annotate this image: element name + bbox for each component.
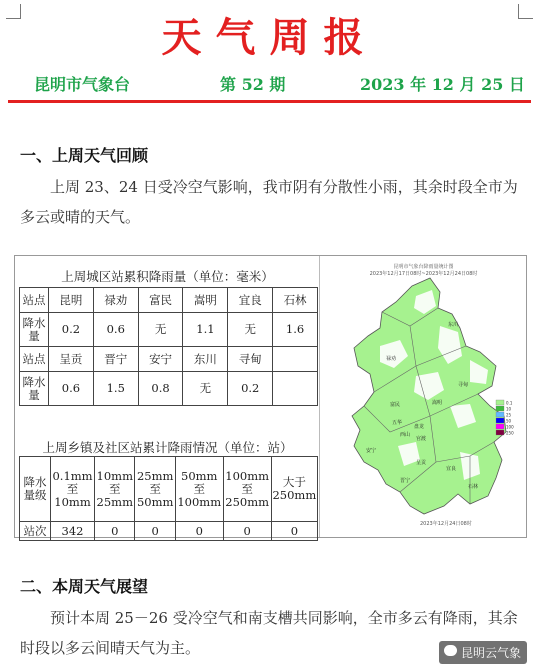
rain-value-cell: 0.8 bbox=[138, 372, 183, 406]
district-label: 富民 bbox=[390, 402, 401, 408]
district-label: 禄劝 bbox=[386, 356, 397, 362]
grade-cell: 25mm至50mm bbox=[135, 457, 175, 522]
source-watermark bbox=[439, 641, 527, 664]
rain-value-cell: 1.1 bbox=[183, 313, 228, 347]
row-label: 站点 bbox=[20, 347, 49, 372]
legend-label: 10 bbox=[506, 406, 512, 412]
rainfall-panel bbox=[14, 255, 527, 538]
legend-label: 50 bbox=[506, 418, 512, 424]
district-label: 寻甸 bbox=[458, 382, 469, 388]
section-heading-review: 一、上周天气回顾 bbox=[20, 146, 149, 165]
map-period-text: 2023年12月17日08时~2023年12月24日08时 bbox=[369, 271, 478, 277]
rain-grade-table bbox=[19, 456, 318, 541]
rain-value-cell: 无 bbox=[228, 313, 273, 347]
rain-value-cell: 0.2 bbox=[228, 372, 273, 406]
station-cell: 晋宁 bbox=[93, 347, 138, 372]
rain-value-cell: 无 bbox=[138, 313, 183, 347]
station-cell: 禄劝 bbox=[93, 288, 138, 313]
legend-label: 100 bbox=[506, 424, 514, 430]
watermark-label: 昆明云气象 bbox=[460, 646, 521, 660]
station-cell: 寻甸 bbox=[228, 347, 273, 372]
report-title: 天气周报 bbox=[161, 14, 378, 61]
section-heading-outlook: 二、本周天气展望 bbox=[20, 577, 149, 596]
grade-cell: 10mm至25mm bbox=[95, 457, 135, 522]
district-label: 西山 bbox=[400, 432, 411, 438]
issue-number: 第 52 期 bbox=[220, 75, 286, 94]
district-label: 安宁 bbox=[366, 448, 377, 454]
grade-cell: 50mm至100mm bbox=[175, 457, 223, 522]
map-footer: 2023年12月24日08时 bbox=[420, 521, 472, 527]
station-rain-table bbox=[19, 287, 318, 406]
count-cell: 342 bbox=[51, 522, 95, 541]
issuing-organization: 昆明市气象台 bbox=[34, 75, 131, 94]
review-paragraph: 上周 23、24 日受冷空气影响，我市阴有分散性小雨，其余时段全市为多云或晴的天气。 bbox=[20, 178, 518, 226]
station-cell: 昆明 bbox=[49, 288, 94, 313]
table-row bbox=[20, 522, 318, 541]
district-label: 宜良 bbox=[446, 466, 457, 472]
station-cell: 嵩明 bbox=[183, 288, 228, 313]
station-cell: 安宁 bbox=[138, 347, 183, 372]
header-divider bbox=[8, 100, 531, 103]
count-cell: 0 bbox=[175, 522, 223, 541]
issue-date: 2023 年 12 月 25 日 bbox=[360, 75, 525, 94]
grade-caption: 上周乡镇及社区站累计降雨情况（单位：站） bbox=[42, 440, 293, 455]
table-row bbox=[20, 288, 318, 313]
grade-cell: 100mm至250mm bbox=[223, 457, 271, 522]
rain-value-cell: 无 bbox=[183, 372, 228, 406]
legend-swatch bbox=[496, 400, 504, 405]
station-cell: 东川 bbox=[183, 347, 228, 372]
map-title-text: 昆明市气象台降雨量统计图 bbox=[393, 264, 454, 270]
station-cell: 呈贡 bbox=[49, 347, 94, 372]
rain-value-cell bbox=[273, 372, 318, 406]
district-label: 官渡 bbox=[416, 436, 427, 442]
row-label: 降水量级 bbox=[20, 457, 51, 522]
station-rain-caption: 上周城区站累积降雨量（单位：毫米） bbox=[61, 269, 274, 284]
district-label: 五华 bbox=[392, 420, 403, 426]
legend-label: 25 bbox=[506, 412, 512, 418]
row-label: 站点 bbox=[20, 288, 49, 313]
rain-value-cell: 0.6 bbox=[93, 313, 138, 347]
legend-swatch bbox=[496, 418, 504, 423]
legend-swatch bbox=[496, 430, 504, 435]
rain-value-cell: 1.5 bbox=[93, 372, 138, 406]
table-row bbox=[20, 313, 318, 347]
rainfall-tables bbox=[15, 256, 320, 537]
legend-swatch bbox=[496, 424, 504, 429]
table-row bbox=[20, 347, 318, 372]
legend-swatch bbox=[496, 406, 504, 411]
count-cell: 0 bbox=[223, 522, 271, 541]
table-row bbox=[20, 372, 318, 406]
legend-swatch bbox=[496, 412, 504, 417]
station-cell: 富民 bbox=[138, 288, 183, 313]
outlook-paragraph: 预计本周 25－26 受冷空气和南支槽共同影响，全市多云有降雨，其余时段以多云间晴天气为主。 bbox=[20, 609, 518, 657]
legend-label: 0.1 bbox=[506, 400, 513, 406]
district-label: 盘龙 bbox=[414, 424, 425, 430]
row-label: 降水量 bbox=[20, 372, 49, 406]
grade-cell: 大于250mm bbox=[271, 457, 317, 522]
count-cell: 0 bbox=[271, 522, 317, 541]
district-label: 东川 bbox=[448, 322, 459, 328]
rainfall-map bbox=[319, 256, 527, 537]
table-row bbox=[20, 457, 318, 522]
rain-value-cell: 0.6 bbox=[49, 372, 94, 406]
rain-value-cell: 1.6 bbox=[273, 313, 318, 347]
station-cell: 石林 bbox=[273, 288, 318, 313]
count-cell: 0 bbox=[135, 522, 175, 541]
district-label: 石林 bbox=[468, 484, 479, 490]
station-cell bbox=[273, 347, 318, 372]
district-label: 嵩明 bbox=[432, 400, 443, 406]
count-cell: 0 bbox=[95, 522, 135, 541]
row-label: 降水量 bbox=[20, 313, 49, 347]
district-label: 晋宁 bbox=[400, 478, 411, 484]
grade-cell: 0.1mm至10mm bbox=[51, 457, 95, 522]
map-graphic bbox=[320, 256, 527, 537]
station-cell: 宜良 bbox=[228, 288, 273, 313]
wechat-icon bbox=[444, 645, 457, 656]
rain-value-cell: 0.2 bbox=[49, 313, 94, 347]
district-label: 呈贡 bbox=[416, 460, 427, 466]
legend-label: 250 bbox=[506, 430, 514, 436]
row-label: 站次 bbox=[20, 522, 51, 541]
